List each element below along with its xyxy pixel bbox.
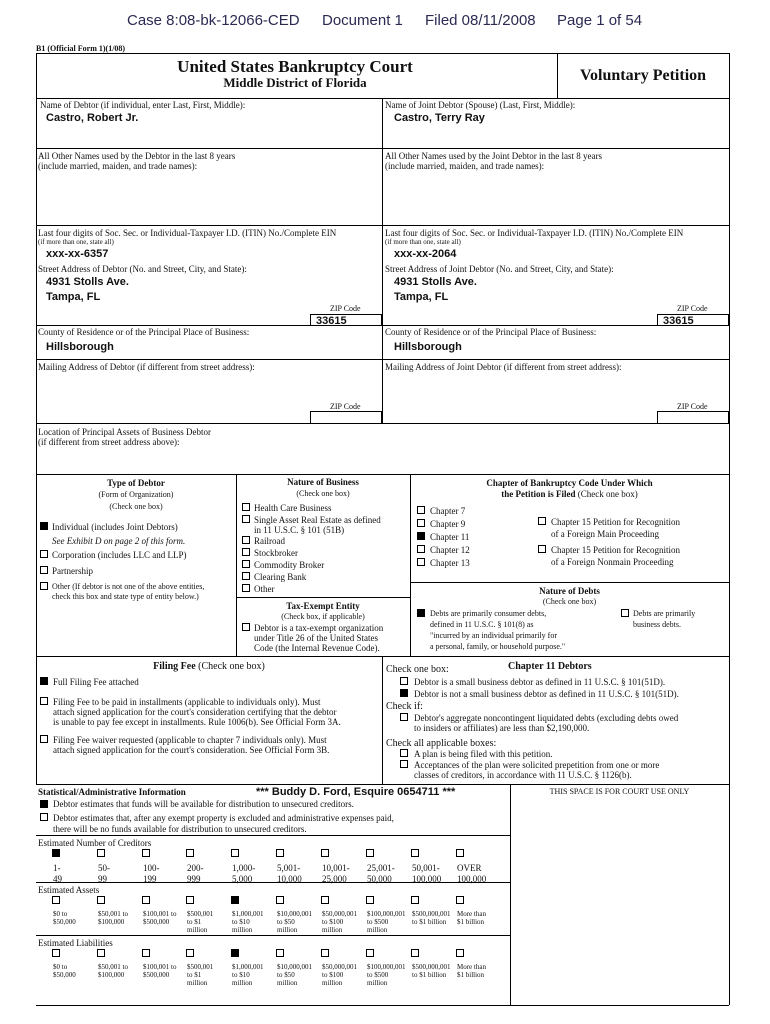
liabilities-option-8-line-1: $100,000,001: [367, 963, 406, 971]
liabilities-option-10-line-1: More than: [457, 963, 486, 971]
assets-option-4-line-1: $500,001: [187, 910, 214, 918]
debtor-address-label: Street Address of Debtor (No. and Street, City, and State):: [38, 264, 247, 274]
joint-other-names-label: All Other Names used by the Joint Debtor in the last 8 years: [385, 151, 602, 161]
liabilities-option-3-line-2: $500,000: [143, 971, 170, 979]
chapter-title-2: [410, 489, 729, 499]
chapter-11-label: Chapter 11: [430, 532, 470, 542]
checkbox-railroad[interactable]: [242, 536, 250, 544]
liabilities-option-4-line-1: $500,001: [187, 963, 214, 971]
creditors-checkbox-1[interactable]: [52, 849, 60, 857]
form-id: B1 (Official Form 1)(1/08): [36, 44, 126, 53]
tax-exempt-sub: (Check box, if applicable): [281, 612, 365, 621]
debtor-mailing-zip-label: ZIP Code: [330, 402, 361, 411]
assets-option-8-line-3: million: [367, 926, 388, 934]
nature-of-business-title: Nature of Business: [287, 477, 359, 487]
creditors-option-7-line-2: 25,000: [322, 874, 347, 884]
assets-option-6-line-3: million: [277, 926, 298, 934]
checkbox-individual[interactable]: [40, 522, 48, 530]
checkbox-full-fee[interactable]: [40, 677, 48, 685]
debtor-other-names-label: All Other Names used by the Debtor in the last 8 years: [38, 151, 236, 161]
filing-fee-title: [36, 661, 382, 672]
assets-checkbox-10[interactable]: [456, 896, 464, 904]
creditors-option-5-line-2: 5,000: [232, 874, 253, 884]
debtor-other-names-sub: (include married, maiden, and trade names):: [38, 161, 198, 171]
page-number: Page 1 of 54: [557, 12, 643, 29]
consumer-debts-line-1: Debts are primarily consumer debts,: [430, 609, 547, 618]
creditors-option-10-line-2: 100,000: [457, 874, 487, 884]
case-number: Case 8:08-bk-12066-CED: [127, 12, 300, 29]
assets-option-4-line-2: to $1: [187, 918, 202, 926]
check-if-label: Check if:: [386, 701, 423, 712]
joint-ssn-sub: (if more than one, state all): [385, 238, 461, 246]
creditors-checkbox-7[interactable]: [321, 849, 329, 857]
full-fee-label: Full Filing Fee attached: [53, 677, 139, 687]
aggregate-debts-line-1: Debtor's aggregate noncontingent liquidated debts (excluding debts owed: [414, 713, 679, 723]
joint-ssn[interactable]: xxx-xx-2064: [394, 248, 457, 260]
option-other-entity-label: Other (If debtor is not one of the above entities,: [52, 582, 205, 591]
liabilities-checkbox-2[interactable]: [97, 949, 105, 957]
installments-line-3: is unable to pay fee except in installments. Rule 1006(b). See Official Form 3A.: [53, 717, 341, 727]
assets-option-6-line-1: $10,000,001: [277, 910, 312, 918]
checkbox-chapter-15-main[interactable]: [538, 517, 546, 525]
debtor-mailing-label: Mailing Address of Debtor (if different from street address):: [38, 362, 255, 372]
tax-exempt-line-2: under Title 26 of the United States: [254, 633, 378, 643]
creditors-option-2-line-2: 99: [98, 874, 107, 884]
creditors-option-3-line-2: 199: [143, 874, 157, 884]
liabilities-option-7-line-2: to $100: [322, 971, 344, 979]
assets-checkbox-8[interactable]: [366, 896, 374, 904]
option-commodity-broker-label: Commodity Broker: [254, 560, 325, 570]
assets-option-7-line-1: $50,000,001: [322, 910, 357, 918]
checkbox-chapter-13[interactable]: [417, 558, 425, 566]
checkbox-clearing-bank[interactable]: [242, 572, 250, 580]
assets-option-7-line-3: million: [322, 926, 343, 934]
checkbox-chapter-9[interactable]: [417, 519, 425, 527]
joint-city[interactable]: Tampa, FL: [394, 291, 449, 303]
type-of-debtor-sub2: (Check one box): [109, 502, 163, 511]
check-all-label: Check all applicable boxes:: [386, 738, 497, 749]
liabilities-checkbox-9[interactable]: [411, 949, 419, 957]
joint-mailing-zip-box[interactable]: [657, 411, 729, 423]
debtor-ssn[interactable]: xxx-xx-6357: [46, 248, 109, 260]
filing-fee-title-tail: (Check one box): [198, 661, 265, 672]
assets-checkbox-6[interactable]: [276, 896, 284, 904]
creditors-checkbox-6[interactable]: [276, 849, 284, 857]
liabilities-option-6-line-3: million: [277, 979, 298, 987]
creditors-option-4-line-2: 999: [187, 874, 201, 884]
checkbox-small-business[interactable]: [400, 677, 408, 685]
debtor-ssn-sub: (if more than one, state all): [38, 238, 114, 246]
liabilities-option-1-line-1: $0 to: [53, 963, 68, 971]
assets-option-3-line-2: $500,000: [143, 918, 170, 926]
nature-of-debts-title: Nature of Debts: [539, 586, 600, 596]
plan-filed-label: A plan is being filed with this petition.: [414, 749, 553, 759]
fee-waiver-line-1: Filing Fee waiver requested (applicable to chapter 7 individuals only). Must: [53, 735, 327, 745]
type-of-debtor-title: Type of Debtor: [107, 478, 165, 488]
liabilities-checkbox-7[interactable]: [321, 949, 329, 957]
liabilities-checkbox-8[interactable]: [366, 949, 374, 957]
creditors-option-8-line-2: 50,000: [367, 874, 392, 884]
option-partnership-label: Partnership: [52, 566, 93, 576]
liabilities-checkbox-6[interactable]: [276, 949, 284, 957]
document-number: Document 1: [322, 12, 403, 29]
joint-address-label: Street Address of Joint Debtor (No. and Street, City, and State):: [385, 264, 614, 274]
creditors-option-8-line-1: 25,001-: [367, 863, 395, 873]
consumer-debts-line-2: defined in 11 U.S.C. § 101(8) as: [430, 620, 534, 629]
liabilities-option-6-line-2: to $50: [277, 971, 295, 979]
assets-checkbox-3[interactable]: [142, 896, 150, 904]
checkbox-chapter-15-nonmain[interactable]: [538, 545, 546, 553]
checkbox-acceptances[interactable]: [400, 760, 408, 768]
creditors-option-1-line-1: 1-: [53, 863, 61, 873]
creditors-option-4-line-1: 200-: [187, 863, 204, 873]
chapter-15-main-line-1: Chapter 15 Petition for Recognition: [551, 517, 680, 527]
joint-county-label: County of Residence or of the Principal Place of Business:: [385, 327, 597, 337]
liabilities-option-9-line-2: to $1 billion: [412, 971, 447, 979]
checkbox-no-funds[interactable]: [40, 813, 48, 821]
aggregate-debts-line-2: to insiders or affiliates) are less than $2,190,000.: [414, 723, 590, 733]
creditors-option-6-line-2: 10,000: [277, 874, 302, 884]
option-stockbroker-label: Stockbroker: [254, 548, 298, 558]
liabilities-option-4-line-2: to $1: [187, 971, 202, 979]
liabilities-option-2-line-2: $100,000: [98, 971, 125, 979]
fee-waiver-line-2: attach signed application for the court's consideration. See Official Form 3B.: [53, 745, 330, 755]
checkbox-health-care[interactable]: [242, 503, 250, 511]
checkbox-partnership[interactable]: [40, 566, 48, 574]
option-other-business-label: Other: [254, 584, 275, 594]
joint-name[interactable]: Castro, Terry Ray: [394, 112, 485, 124]
checkbox-aggregate-debts[interactable]: [400, 713, 408, 721]
assets-option-4-line-3: million: [187, 926, 208, 934]
joint-zip-box: [657, 314, 729, 326]
joint-mailing-zip-label: ZIP Code: [677, 402, 708, 411]
liabilities-option-5-line-3: million: [232, 979, 253, 987]
liabilities-checkbox-3[interactable]: [142, 949, 150, 957]
creditors-checkbox-10[interactable]: [456, 849, 464, 857]
location-label: Location of Principal Assets of Business Debtor: [38, 427, 211, 437]
court-use-only: THIS SPACE IS FOR COURT USE ONLY: [549, 787, 690, 796]
debtor-county-label: County of Residence or of the Principal Place of Business:: [38, 327, 250, 337]
nature-of-business-sub: (Check one box): [296, 489, 350, 498]
court-title: United States Bankruptcy Court: [177, 57, 413, 76]
debtor-county[interactable]: Hillsborough: [46, 341, 114, 353]
option-other-entity-cont: check this box and state type of entity below.): [52, 592, 199, 601]
checkbox-commodity-broker[interactable]: [242, 560, 250, 568]
liabilities-option-5-line-1: $1,000,001: [232, 963, 264, 971]
filed-date: Filed 08/11/2008: [425, 12, 536, 29]
liabilities-checkbox-10[interactable]: [456, 949, 464, 957]
checkbox-other-entity[interactable]: [40, 582, 48, 590]
assets-option-1-line-2: $50,000: [53, 918, 76, 926]
checkbox-funds-available[interactable]: [40, 800, 48, 808]
assets-checkbox-5[interactable]: [231, 896, 239, 904]
checkbox-consumer-debts[interactable]: [417, 609, 425, 617]
liabilities-option-6-line-1: $10,000,001: [277, 963, 312, 971]
debtor-name[interactable]: Castro, Robert Jr.: [46, 112, 139, 124]
liabilities-option-7-line-3: million: [322, 979, 343, 987]
assets-option-8-line-2: to $500: [367, 918, 389, 926]
debtor-zip-label: ZIP Code: [330, 304, 361, 313]
chapter-15-main-line-2: of a Foreign Main Proceeding: [551, 529, 659, 539]
assets-option-3-line-1: $100,001 to: [143, 910, 177, 918]
type-of-debtor-sub1: (Form of Organization): [98, 490, 174, 499]
assets-option-10-line-2: $1 billion: [457, 918, 485, 926]
consumer-debts-line-4: a personal, family, or household purpose.": [430, 642, 566, 651]
checkbox-chapter-7[interactable]: [417, 506, 425, 514]
not-small-business-label: Debtor is not a small business debtor as defined in 11 U.S.C. § 101(51D).: [414, 689, 679, 699]
business-debts-line-2: business debts.: [633, 620, 681, 629]
assets-option-1-line-1: $0 to: [53, 910, 68, 918]
chapter-7-label: Chapter 7: [430, 506, 466, 516]
chapter-title-2-tail: (Check one box): [577, 489, 638, 499]
creditors-option-9-line-1: 50,001-: [412, 863, 440, 873]
assets-checkbox-1[interactable]: [52, 896, 60, 904]
chapter-15-nonmain-line-2: of a Foreign Nonmain Proceeding: [551, 557, 674, 567]
assets-option-8-line-1: $100,000,001: [367, 910, 406, 918]
creditors-checkbox-8[interactable]: [366, 849, 374, 857]
liabilities-checkbox-1[interactable]: [52, 949, 60, 957]
assets-option-5-line-1: $1,000,001: [232, 910, 264, 918]
liabilities-title: Estimated Liabilities: [38, 938, 113, 948]
checkbox-chapter-11[interactable]: [417, 532, 425, 540]
liabilities-option-8-line-2: to $500: [367, 971, 389, 979]
acceptances-line-1: Acceptances of the plan were solicited prepetition from one or more: [414, 760, 660, 770]
checkbox-business-debts[interactable]: [621, 609, 629, 617]
option-health-care-label: Health Care Business: [254, 503, 332, 513]
creditors-option-10-line-1: OVER: [457, 863, 482, 873]
court-district: Middle District of Florida: [223, 75, 367, 90]
option-single-asset-label: Single Asset Real Estate as defined: [254, 515, 381, 525]
assets-option-9-line-2: to $1 billion: [412, 918, 447, 926]
joint-zip-label: ZIP Code: [677, 304, 708, 313]
joint-name-label: Name of Joint Debtor (Spouse) (Last, First, Middle):: [385, 100, 576, 110]
chapter-9-label: Chapter 9: [430, 519, 466, 529]
checkbox-plan-filed[interactable]: [400, 749, 408, 757]
creditors-option-2-line-1: 50-: [98, 863, 110, 873]
option-single-asset-cont: in 11 U.S.C. § 101 (51B): [254, 525, 345, 535]
debtor-zip-box: [310, 314, 382, 326]
creditors-checkbox-4[interactable]: [186, 849, 194, 857]
liabilities-option-5-line-2: to $10: [232, 971, 250, 979]
installments-line-1: Filing Fee to be paid in installments (applicable to individuals only). Must: [53, 697, 321, 707]
tax-exempt-title: Tax-Exempt Entity: [286, 601, 360, 611]
exhibit-d-note: See Exhibit D on page 2 of this form.: [52, 536, 186, 546]
acceptances-line-2: classes of creditors, in accordance with 11 U.S.C. § 1126(b).: [414, 770, 632, 780]
joint-mailing-label: Mailing Address of Joint Debtor (if different from street address):: [385, 362, 622, 372]
liabilities-option-2-line-1: $50,001 to: [98, 963, 128, 971]
assets-option-9-line-1: $500,000,001: [412, 910, 451, 918]
petition-type: Voluntary Petition: [579, 67, 707, 84]
assets-title: Estimated Assets: [38, 885, 100, 895]
stats-title: Statistical/Administrative Information: [38, 787, 186, 797]
tax-exempt-line-1: Debtor is a tax-exempt organization: [254, 623, 384, 633]
checkbox-fee-waiver[interactable]: [40, 735, 48, 743]
assets-checkbox-9[interactable]: [411, 896, 419, 904]
creditors-option-9-line-2: 100,000: [412, 874, 442, 884]
creditors-title: Estimated Number of Creditors: [38, 838, 152, 848]
chapter-13-label: Chapter 13: [430, 558, 470, 568]
joint-zip[interactable]: 33615: [663, 315, 694, 327]
creditors-option-3-line-1: 100-: [143, 863, 160, 873]
liabilities-option-1-line-2: $50,000: [53, 971, 76, 979]
liabilities-checkbox-5[interactable]: [231, 949, 239, 957]
funds-available-label: Debtor estimates that funds will be available for distribution to unsecured creditors.: [53, 799, 354, 809]
check-one-box-label: Check one box:: [386, 664, 449, 675]
creditors-option-7-line-1: 10,001-: [322, 863, 350, 873]
checkbox-installments[interactable]: [40, 697, 48, 705]
checkbox-stockbroker[interactable]: [242, 548, 250, 556]
filing-fee-title-bold: Filing Fee: [153, 661, 196, 672]
joint-county[interactable]: Hillsborough: [394, 341, 462, 353]
checkbox-chapter-12[interactable]: [417, 545, 425, 553]
tax-exempt-line-3: Code (the Internal Revenue Code).: [254, 643, 380, 653]
liabilities-option-9-line-1: $500,000,001: [412, 963, 451, 971]
option-individual-label: Individual (includes Joint Debtors): [52, 522, 178, 532]
assets-option-5-line-3: million: [232, 926, 253, 934]
joint-street[interactable]: 4931 Stolls Ave.: [394, 276, 477, 288]
creditors-checkbox-5[interactable]: [231, 849, 239, 857]
creditors-checkbox-9[interactable]: [411, 849, 419, 857]
assets-option-10-line-1: More than: [457, 910, 486, 918]
assets-option-2-line-1: $50,001 to: [98, 910, 128, 918]
option-clearing-bank-label: Clearing Bank: [254, 572, 307, 582]
option-corporation-label: Corporation (includes LLC and LLP): [52, 550, 187, 560]
no-funds-line-2: there will be no funds available for distribution to unsecured creditors.: [53, 824, 307, 834]
consumer-debts-line-3: "incurred by an individual primarily for: [430, 631, 558, 640]
assets-option-7-line-2: to $100: [322, 918, 344, 926]
assets-option-2-line-2: $100,000: [98, 918, 125, 926]
small-business-label: Debtor is a small business debtor as defined in 11 U.S.C. § 101(51D).: [414, 677, 666, 687]
assets-checkbox-7[interactable]: [321, 896, 329, 904]
debtor-mailing-zip-box[interactable]: [310, 411, 382, 423]
assets-option-6-line-2: to $50: [277, 918, 295, 926]
chapter-title-2-bold: the Petition is Filed: [501, 489, 576, 499]
installments-line-2: attach signed application for the court's consideration certifying that the debtor: [53, 707, 337, 717]
option-railroad-label: Railroad: [254, 536, 285, 546]
joint-other-names-sub: (include married, maiden, and trade names):: [385, 161, 545, 171]
assets-checkbox-2[interactable]: [97, 896, 105, 904]
debtor-zip[interactable]: 33615: [316, 315, 347, 327]
creditors-checkbox-2[interactable]: [97, 849, 105, 857]
chapter-title: Chapter of Bankruptcy Code Under Which: [486, 478, 653, 488]
nature-of-debts-sub: (Check one box): [542, 597, 597, 606]
debtor-street[interactable]: 4931 Stolls Ave.: [46, 276, 129, 288]
chapter-12-label: Chapter 12: [430, 545, 470, 555]
checkbox-single-asset[interactable]: [242, 515, 250, 523]
liabilities-checkbox-4[interactable]: [186, 949, 194, 957]
creditors-checkbox-3[interactable]: [142, 849, 150, 857]
checkbox-tax-exempt[interactable]: [242, 623, 250, 631]
liabilities-option-4-line-3: million: [187, 979, 208, 987]
creditors-option-1-line-2: 49: [53, 874, 62, 884]
liabilities-option-3-line-1: $100,001 to: [143, 963, 177, 971]
assets-option-5-line-2: to $10: [232, 918, 250, 926]
no-funds-line-1: Debtor estimates that, after any exempt property is excluded and administrative expenses paid,: [53, 813, 394, 823]
checkbox-corporation[interactable]: [40, 550, 48, 558]
chapter-15-nonmain-line-1: Chapter 15 Petition for Recognition: [551, 545, 680, 555]
business-debts-line-1: Debts are primarily: [633, 609, 696, 618]
liabilities-option-7-line-1: $50,000,001: [322, 963, 357, 971]
assets-checkbox-4[interactable]: [186, 896, 194, 904]
attorney-stamp: *** Buddy D. Ford, Esquire 0654711 ***: [256, 786, 456, 798]
creditors-option-6-line-1: 5,001-: [277, 863, 301, 873]
creditors-option-5-line-1: 1,000-: [232, 863, 256, 873]
debtor-name-label: Name of Debtor (if individual, enter Last, First, Middle):: [40, 100, 246, 110]
debtor-city[interactable]: Tampa, FL: [46, 291, 101, 303]
ch11-debtors-title: Chapter 11 Debtors: [508, 661, 592, 672]
checkbox-other-business[interactable]: [242, 584, 250, 592]
liabilities-option-10-line-2: $1 billion: [457, 971, 485, 979]
liabilities-option-8-line-3: million: [367, 979, 388, 987]
debtor-ssn-label: Last four digits of Soc. Sec. or Individual-Taxpayer I.D. (ITIN) No./Complete EIN: [38, 228, 337, 238]
location-sub: (if different from street address above):: [38, 437, 180, 447]
joint-ssn-label: Last four digits of Soc. Sec. or Individual-Taxpayer I.D. (ITIN) No./Complete EIN: [385, 228, 684, 238]
checkbox-not-small-business[interactable]: [400, 689, 408, 697]
